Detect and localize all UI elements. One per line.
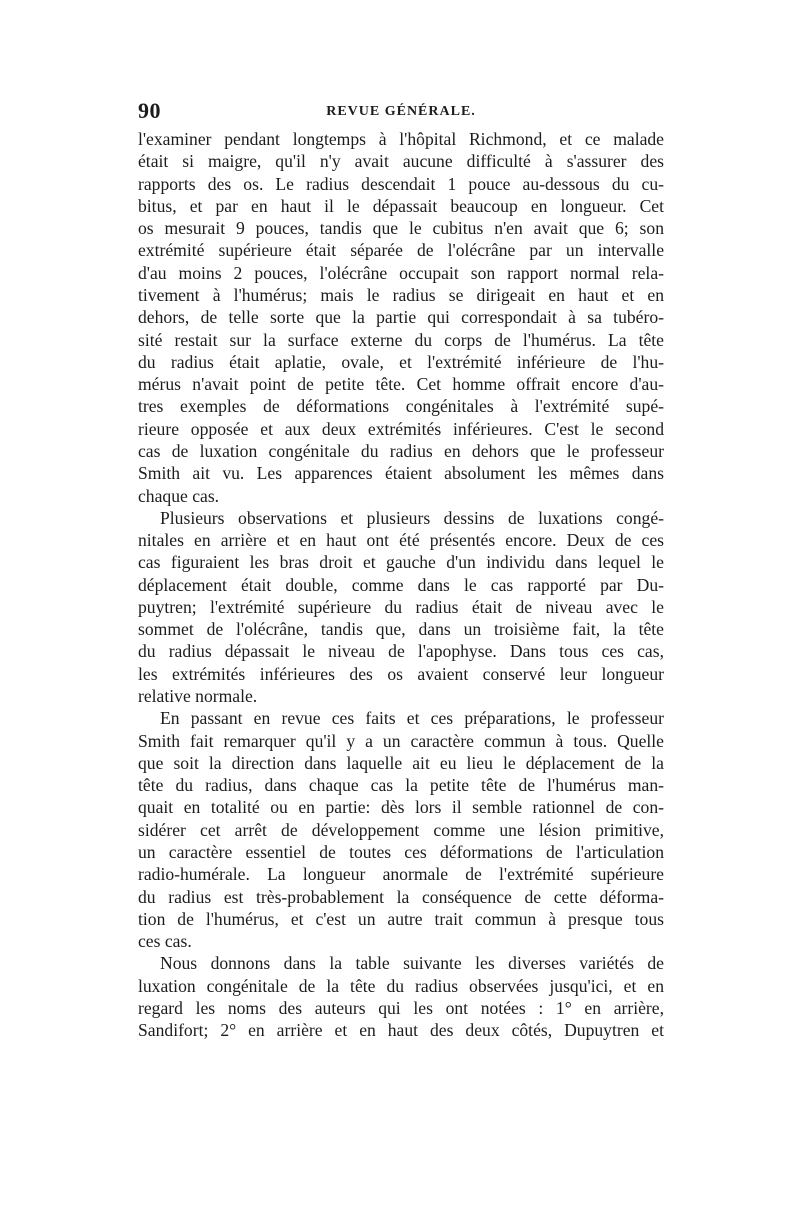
text-line: Plusieurs observations et plusieurs dessins de luxations congé- [160, 507, 664, 528]
text-line: l'examiner pendant longtemps à l'hôpital Richmond, et ce malade [138, 129, 664, 149]
text-line: déplacement était double, comme dans le cas rapporté par Du- [138, 574, 664, 595]
page-header [138, 98, 664, 128]
book-page [138, 98, 664, 1042]
text-line: était si maigre, qu'il n'y avait aucune difficulté à s'assurer des [138, 151, 664, 172]
text-line: tres exemples de déformations congénitales à l'extrémité supé- [138, 396, 664, 417]
text-line: cas de luxation congénitale du radius en dehors que le professeur [138, 440, 664, 461]
text-line: mérus n'avait point de petite tête. Cet homme offrait encore d'au- [138, 374, 664, 395]
text-line: tion de l'humérus, et c'est un autre trait commun à presque tous [138, 908, 664, 929]
text-line: nitales en arrière et en haut ont été présentés encore. Deux de ces [138, 530, 664, 551]
text-line: sommet de l'olécrâne, tandis que, dans un troisième fait, la tête [138, 619, 664, 640]
text-line: regard les noms des auteurs qui les ont notées : 1° en arrière, [138, 997, 664, 1018]
paragraph [138, 128, 664, 507]
text-line: d'au moins 2 pouces, l'olécrâne occupait son rapport normal rela- [138, 262, 664, 283]
text-line: Nous donnons dans la table suivante les diverses variétés de [160, 953, 664, 974]
running-title: REVUE GÉNÉRALE. [326, 104, 476, 119]
text-line: que soit la direction dans laquelle ait eu lieu le déplacement de la [138, 752, 664, 773]
text-line: radio-humérale. La longueur anormale de l'extrémité supérieure [138, 864, 664, 885]
text-line: Smith fait remarquer qu'il y a un caractère commun à tous. Quelle [138, 730, 664, 751]
text-line: rieure opposée et aux deux extrémités inférieures. C'est le second [138, 418, 664, 439]
text-line: relative normale. [138, 686, 258, 707]
text-line: puytren; l'extrémité supérieure du radius était de niveau avec le [138, 596, 664, 617]
text-line: du radius est très-probablement la conséquence de cette déforma- [138, 886, 664, 907]
text-line: luxation congénitale de la tête du radius observées jusqu'ici, et en [138, 975, 664, 996]
text-line: Smith ait vu. Les apparences étaient absolument les mêmes dans [138, 463, 664, 484]
paragraph [138, 507, 664, 708]
text-line: Sandifort; 2° en arrière et en haut des deux côtés, Dupuytren et [138, 1020, 664, 1041]
body-text [138, 128, 664, 1042]
text-line: cas figuraient les bras droit et gauche d'un individu dans lequel le [138, 552, 664, 573]
text-line: bitus, et par en haut il le dépassait beaucoup en longueur. Cet [138, 195, 664, 216]
text-line: dehors, de telle sorte que la partie qui correspondait à sa tubéro- [138, 307, 664, 328]
text-line: os mesurait 9 pouces, tandis que le cubitus n'en avait que 6; son [138, 218, 664, 239]
text-line: les extrémités inférieures des os avaient conservé leur longueur [138, 663, 664, 684]
text-line: sité restait sur la surface externe du corps de l'humérus. La tête [138, 329, 664, 350]
text-line: extrémité supérieure était séparée de l'olécrâne par un intervalle [138, 240, 664, 261]
text-line: tête du radius, dans chaque cas la petite tête de l'humérus man- [138, 775, 664, 796]
text-line: du radius dépassait le niveau de l'apophyse. Dans tous ces cas, [138, 641, 664, 662]
text-line: En passant en revue ces faits et ces préparations, le professeur [160, 708, 664, 729]
text-line: chaque cas. [138, 485, 220, 506]
paragraph [138, 952, 664, 1041]
text-line: quait en totalité ou en partie: dès lors il semble rationnel de con- [138, 797, 664, 818]
text-line: tivement à l'humérus; mais le radius se dirigeait en haut et en [138, 284, 664, 305]
text-line: sidérer cet arrêt de développement comme une lésion primitive, [138, 819, 664, 840]
text-line: du radius était aplatie, ovale, et l'extrémité inférieure de l'hu- [138, 351, 664, 372]
text-line: un caractère essentiel de toutes ces déformations de l'articulation [138, 842, 664, 862]
paragraph [138, 707, 664, 952]
text-line: ces cas. [138, 931, 192, 952]
text-line: rapports des os. Le radius descendait 1 pouce au-dessous du cu- [138, 173, 664, 194]
page-number: 90 [138, 98, 161, 123]
